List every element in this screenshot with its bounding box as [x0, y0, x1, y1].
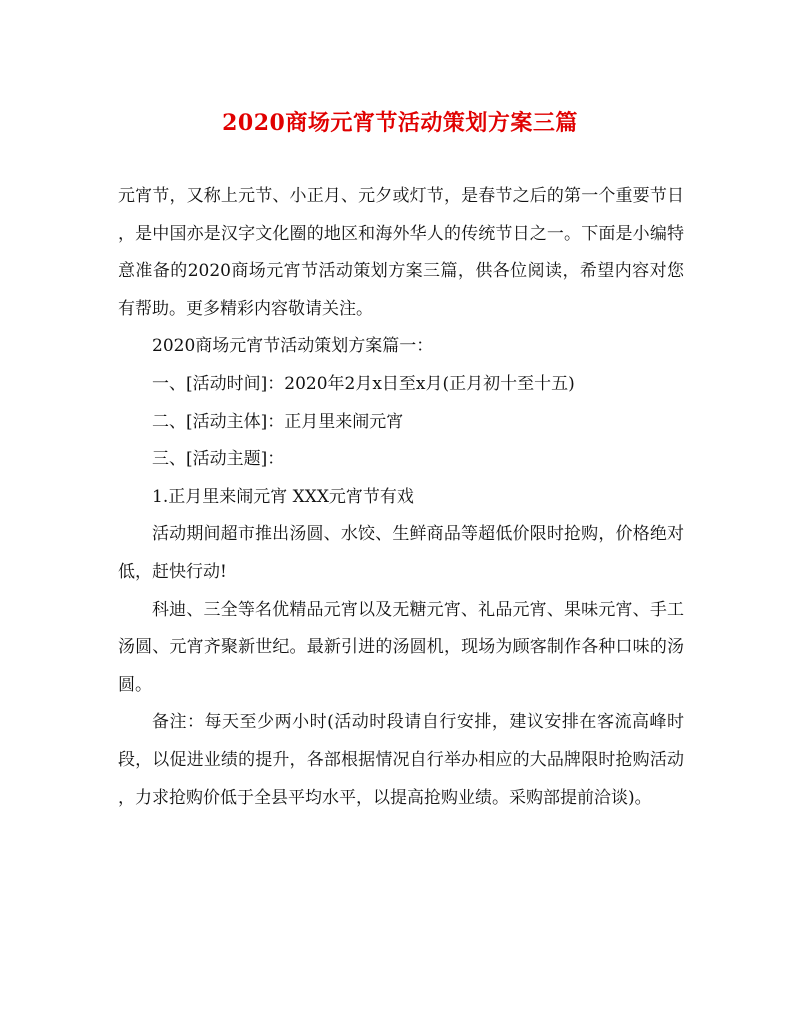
document-title: 2020商场元宵节活动策划方案三篇 — [222, 110, 578, 136]
activity-theme-line: 三、[活动主题]： — [152, 449, 285, 470]
document-body — [118, 178, 684, 817]
activity-time-line: 一、[活动时间]：2020年2月x日至x月(正月初十至十五) — [152, 373, 575, 394]
plan-one-heading: 2020商场元宵节活动策划方案篇一： — [152, 336, 434, 357]
intro-paragraph: 元宵节，又称上元节、小正月、元夕或灯节，是春节之后的第一个重要节日，是中国亦是汉字文化圈的地区和海外华人的传统节日之一。下面是小编特意准备的2020商场元宵节活动策划方案三篇，供各位阅读，希望内容对您有帮助。更多精彩内容敬请关注。 — [118, 186, 684, 319]
remarks-paragraph: 备注：每天至少两小时(活动时段请自行安排，建议安排在客流高峰时段，以促进业绩的提升，各部根据情况自行举办相应的大品牌限时抢购活动，力求抢购价低于全县平均水平，以提高抢购业绩。采购部提前洽谈)。 — [118, 712, 684, 808]
promotion-paragraph: 活动期间超市推出汤圆、水饺、生鲜商品等超低价限时抢购，价格绝对低，赶快行动! — [118, 524, 684, 582]
products-paragraph: 科迪、三全等名优精品元宵以及无糖元宵、礼品元宵、果味元宵、手工汤圆、元宵齐聚新世纪。最新引进的汤圆机，现场为顾客制作各种口味的汤圆。 — [118, 599, 684, 695]
theme-item-one: 1.正月里来闹元宵 XXX元宵节有戏 — [152, 486, 414, 507]
activity-subject-line: 二、[活动主体]：正月里来闹元宵 — [152, 411, 404, 432]
